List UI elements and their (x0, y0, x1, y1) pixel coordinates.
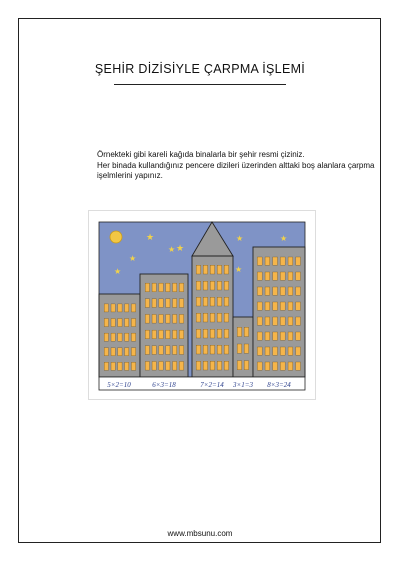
window-2 (179, 361, 183, 370)
equation-1: 5×2=10 (107, 381, 131, 389)
window-3 (224, 297, 228, 306)
window-5 (273, 302, 278, 310)
window-3 (203, 345, 207, 354)
moon-icon (110, 231, 122, 243)
worksheet-title: ŞEHİR DİZİSİYLE ÇARPMA İŞLEMİ (94, 62, 306, 76)
window-1 (125, 348, 129, 356)
window-5 (288, 317, 293, 325)
window-1 (111, 333, 115, 341)
window-5 (296, 272, 301, 280)
window-3 (196, 265, 200, 274)
city-drawing-svg (88, 210, 316, 400)
window-3 (217, 313, 221, 322)
window-5 (257, 257, 262, 265)
window-1 (111, 304, 115, 312)
star-icon: ★ (176, 243, 185, 253)
window-5 (265, 287, 270, 295)
window-5 (280, 272, 285, 280)
window-2 (152, 361, 156, 370)
window-1 (125, 304, 129, 312)
window-5 (273, 287, 278, 295)
window-1 (104, 333, 108, 341)
window-5 (288, 302, 293, 310)
window-5 (273, 362, 278, 370)
window-3 (210, 329, 214, 338)
window-1 (118, 333, 122, 341)
window-3 (196, 329, 200, 338)
window-3 (196, 345, 200, 354)
window-3 (217, 345, 221, 354)
window-2 (159, 299, 163, 308)
window-2 (166, 346, 170, 355)
window-3 (224, 265, 228, 274)
window-1 (118, 319, 122, 327)
window-2 (166, 283, 170, 292)
window-2 (173, 283, 177, 292)
window-3 (224, 329, 228, 338)
window-5 (296, 287, 301, 295)
window-5 (265, 302, 270, 310)
star-icon: ★ (168, 245, 176, 254)
window-1 (131, 319, 135, 327)
window-5 (280, 347, 285, 355)
building-4 (233, 317, 253, 377)
window-1 (131, 348, 135, 356)
instruction-line-2: Her binada kullandığınız pencere dizileri üzerinden alttaki boş alanlara çarpma işelmlerini yapınız. (97, 160, 375, 180)
window-5 (257, 347, 262, 355)
window-2 (166, 299, 170, 308)
window-5 (257, 332, 262, 340)
window-5 (265, 347, 270, 355)
window-2 (173, 361, 177, 370)
window-2 (152, 314, 156, 323)
window-5 (296, 257, 301, 265)
star-icon: ★ (146, 232, 155, 242)
window-1 (104, 319, 108, 327)
window-1 (118, 362, 122, 370)
window-1 (111, 362, 115, 370)
window-3 (203, 313, 207, 322)
window-5 (257, 317, 262, 325)
window-5 (280, 362, 285, 370)
window-5 (257, 287, 262, 295)
star-icon: ★ (236, 234, 244, 243)
window-3 (224, 361, 228, 370)
window-3 (224, 345, 228, 354)
window-2 (145, 314, 149, 323)
window-2 (173, 330, 177, 339)
window-2 (152, 283, 156, 292)
title-underline (114, 84, 286, 85)
window-2 (145, 299, 149, 308)
window-1 (104, 362, 108, 370)
window-2 (179, 346, 183, 355)
window-3 (203, 265, 207, 274)
window-1 (104, 304, 108, 312)
window-3 (203, 361, 207, 370)
window-1 (131, 362, 135, 370)
window-5 (265, 272, 270, 280)
window-2 (166, 361, 170, 370)
window-2 (179, 330, 183, 339)
window-2 (166, 314, 170, 323)
window-3 (196, 313, 200, 322)
window-3 (217, 329, 221, 338)
window-2 (179, 283, 183, 292)
instructions (97, 150, 377, 182)
equation-2: 6×3=18 (152, 381, 176, 389)
window-5 (265, 332, 270, 340)
window-4 (237, 361, 241, 370)
window-3 (217, 281, 221, 290)
window-5 (265, 257, 270, 265)
window-5 (296, 347, 301, 355)
window-5 (273, 332, 278, 340)
window-3 (217, 265, 221, 274)
window-2 (145, 330, 149, 339)
window-5 (280, 302, 285, 310)
window-1 (104, 348, 108, 356)
window-2 (173, 299, 177, 308)
star-icon: ★ (129, 254, 137, 263)
window-5 (265, 362, 270, 370)
window-3 (210, 361, 214, 370)
equation-3: 7×2=14 (200, 381, 224, 389)
window-5 (257, 362, 262, 370)
window-3 (196, 361, 200, 370)
window-2 (159, 330, 163, 339)
window-2 (145, 283, 149, 292)
window-4 (244, 344, 248, 353)
window-5 (288, 347, 293, 355)
window-3 (224, 281, 228, 290)
window-3 (210, 265, 214, 274)
window-2 (159, 346, 163, 355)
equation-5: 8×3=24 (267, 381, 291, 389)
instruction-line-1: Örnekteki gibi kareli kağıda binalarla bir şehir resmi çiziniz. (97, 150, 305, 159)
window-3 (210, 297, 214, 306)
window-1 (118, 348, 122, 356)
window-2 (166, 330, 170, 339)
window-5 (257, 272, 262, 280)
window-3 (196, 297, 200, 306)
window-5 (288, 257, 293, 265)
window-2 (179, 314, 183, 323)
window-1 (125, 319, 129, 327)
window-3 (210, 313, 214, 322)
window-2 (173, 346, 177, 355)
window-5 (296, 332, 301, 340)
window-5 (280, 257, 285, 265)
window-5 (273, 317, 278, 325)
window-2 (152, 346, 156, 355)
window-2 (145, 346, 149, 355)
window-5 (296, 302, 301, 310)
window-1 (125, 362, 129, 370)
building-5 (253, 247, 305, 377)
star-icon: ★ (280, 234, 288, 243)
window-3 (203, 281, 207, 290)
window-5 (280, 317, 285, 325)
equation-4: 3×1=3 (233, 381, 253, 389)
window-3 (224, 313, 228, 322)
window-2 (159, 361, 163, 370)
window-5 (273, 347, 278, 355)
window-3 (203, 297, 207, 306)
window-5 (288, 272, 293, 280)
window-4 (237, 327, 241, 336)
window-5 (280, 332, 285, 340)
window-5 (288, 362, 293, 370)
window-1 (111, 348, 115, 356)
window-5 (288, 287, 293, 295)
window-5 (265, 317, 270, 325)
window-5 (288, 332, 293, 340)
window-2 (152, 299, 156, 308)
window-5 (273, 272, 278, 280)
window-3 (217, 361, 221, 370)
star-icon: ★ (235, 265, 243, 274)
window-2 (159, 283, 163, 292)
window-3 (203, 329, 207, 338)
window-5 (257, 302, 262, 310)
window-1 (111, 319, 115, 327)
window-2 (159, 314, 163, 323)
window-5 (280, 287, 285, 295)
star-icon: ★ (114, 267, 122, 276)
window-1 (118, 304, 122, 312)
window-2 (173, 314, 177, 323)
footer-url: www.mbsunu.com (167, 529, 233, 538)
city-drawing (88, 210, 316, 400)
window-5 (296, 362, 301, 370)
window-5 (273, 257, 278, 265)
window-1 (131, 304, 135, 312)
window-4 (237, 344, 241, 353)
window-1 (131, 333, 135, 341)
window-2 (152, 330, 156, 339)
window-1 (125, 333, 129, 341)
window-3 (210, 281, 214, 290)
window-2 (179, 299, 183, 308)
window-4 (244, 361, 248, 370)
window-3 (210, 345, 214, 354)
window-2 (145, 361, 149, 370)
window-3 (196, 281, 200, 290)
window-4 (244, 327, 248, 336)
window-5 (296, 317, 301, 325)
window-3 (217, 297, 221, 306)
